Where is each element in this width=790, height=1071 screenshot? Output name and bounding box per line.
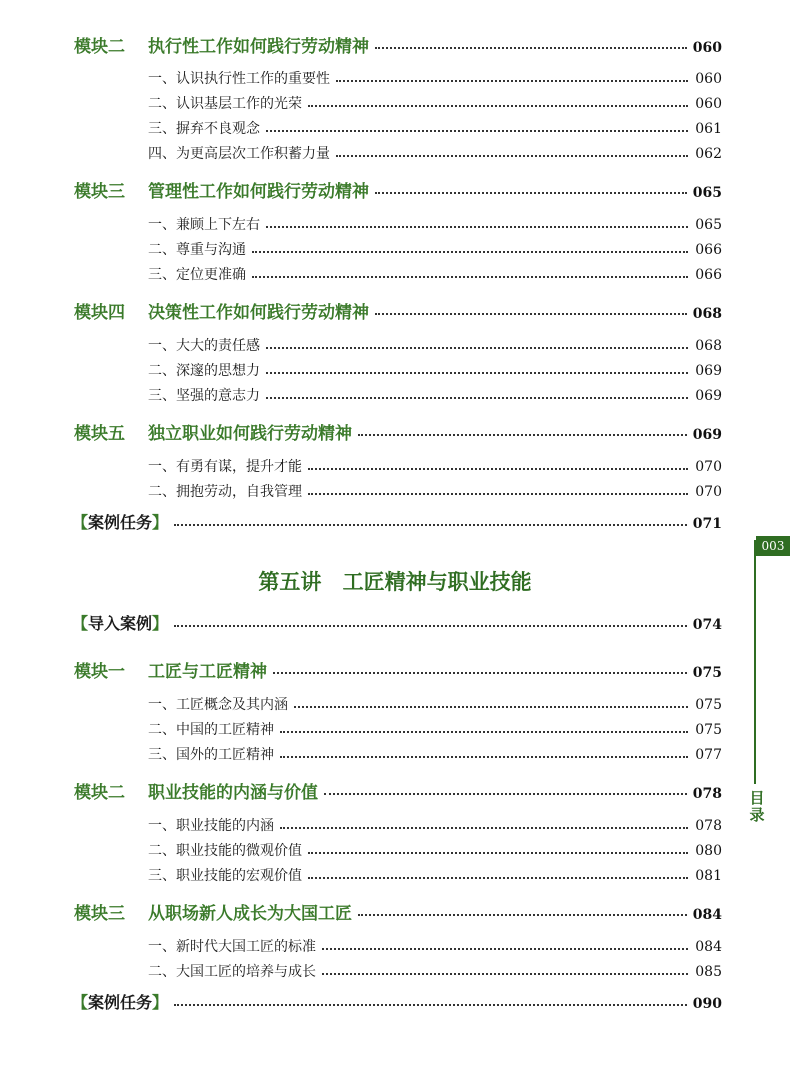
leader-dots	[280, 731, 688, 733]
leader-dots	[280, 756, 688, 758]
toc-case-task-row	[72, 510, 722, 533]
page-number: 080	[695, 843, 722, 859]
leader-dots	[174, 1004, 687, 1006]
page-number: 060	[695, 96, 722, 112]
page-number: 069	[692, 427, 722, 443]
leader-dots	[336, 80, 688, 82]
leader-dots	[375, 47, 687, 49]
page-number: 061	[695, 121, 722, 137]
toc-item-row	[148, 335, 722, 355]
page-number: 085	[695, 964, 722, 980]
side-divider-line	[754, 540, 756, 784]
module-label: 模块四	[74, 303, 125, 323]
leader-dots	[273, 672, 687, 674]
leader-dots	[375, 313, 687, 315]
page-number: 070	[695, 484, 722, 500]
module-title: 独立职业如何践行劳动精神	[148, 424, 352, 444]
item-title: 三、坚强的意志力	[148, 388, 260, 404]
module-title: 决策性工作如何践行劳动精神	[148, 303, 369, 323]
page-number: 084	[695, 939, 722, 955]
toc-module-row	[74, 778, 722, 803]
page-number-badge: 003	[756, 536, 790, 556]
page-number: 068	[692, 306, 722, 322]
toc-item-row	[148, 481, 722, 501]
item-title: 三、国外的工匠精神	[148, 747, 274, 763]
module-title: 从职场新人成长为大国工匠	[148, 904, 352, 924]
item-title: 一、大大的责任感	[148, 338, 260, 354]
item-title: 一、认识执行性工作的重要性	[148, 71, 330, 87]
module-label: 模块三	[74, 904, 125, 924]
toc-module-row	[74, 32, 722, 57]
leader-dots	[308, 852, 688, 854]
item-title: 二、拥抱劳动，自我管理	[148, 484, 302, 500]
leader-dots	[266, 347, 688, 349]
side-section-label: 目录	[749, 789, 765, 824]
item-title: 一、兼顾上下左右	[148, 217, 260, 233]
page-number: 069	[695, 363, 722, 379]
toc-module-row	[74, 298, 722, 323]
page-number: 066	[695, 267, 722, 283]
toc-item-row	[148, 961, 722, 981]
toc-item-row	[148, 456, 722, 476]
toc-item-row	[148, 68, 722, 88]
toc-module-row	[74, 657, 722, 682]
toc-item-row	[148, 815, 722, 835]
page-number: 090	[692, 996, 722, 1012]
toc-module-row	[74, 419, 722, 444]
item-title: 二、大国工匠的培养与成长	[148, 964, 316, 980]
leader-dots	[294, 706, 688, 708]
bracket-close: 】	[152, 614, 169, 633]
leader-dots	[266, 397, 688, 399]
module-title: 管理性工作如何践行劳动精神	[148, 182, 369, 202]
module-label: 模块二	[74, 37, 125, 57]
toc-intro-case-row	[72, 611, 722, 634]
page-number: 065	[692, 185, 722, 201]
page-number: 065	[695, 217, 722, 233]
page-number: 062	[695, 146, 722, 162]
leader-dots	[266, 130, 688, 132]
module-label: 模块二	[74, 783, 125, 803]
page-number: 084	[692, 907, 722, 923]
item-title: 二、深邃的思想力	[148, 363, 260, 379]
leader-dots	[266, 372, 688, 374]
toc-item-row	[148, 936, 722, 956]
page-number: 078	[695, 818, 722, 834]
leader-dots	[266, 226, 688, 228]
case-task-label: 案例任务	[88, 993, 153, 1012]
leader-dots	[375, 192, 687, 194]
module-label: 模块三	[74, 182, 125, 202]
bracket-open: 【	[72, 614, 89, 633]
item-title: 二、职业技能的微观价值	[148, 843, 302, 859]
toc-item-row	[148, 264, 722, 284]
intro-case-label: 导入案例	[88, 614, 153, 633]
page-number: 069	[695, 388, 722, 404]
module-label: 模块一	[74, 662, 125, 682]
page-number: 071	[692, 516, 722, 532]
leader-dots	[280, 827, 688, 829]
item-title: 二、尊重与沟通	[148, 242, 246, 258]
case-task-label: 案例任务	[88, 513, 153, 532]
item-title: 三、职业技能的宏观价值	[148, 868, 302, 884]
page-number: 068	[695, 338, 722, 354]
item-title: 一、有勇有谋，提升才能	[148, 459, 302, 475]
leader-dots	[252, 276, 688, 278]
item-title: 一、新时代大国工匠的标准	[148, 939, 316, 955]
leader-dots	[308, 105, 688, 107]
page-number: 078	[692, 786, 722, 802]
module-title: 工匠与工匠精神	[148, 662, 267, 682]
page-number: 075	[695, 697, 722, 713]
leader-dots	[324, 793, 687, 795]
item-title: 一、职业技能的内涵	[148, 818, 274, 834]
item-title: 三、定位更准确	[148, 267, 246, 283]
page-number: 077	[695, 747, 722, 763]
toc-item-row	[148, 694, 722, 714]
module-title: 执行性工作如何践行劳动精神	[148, 37, 369, 57]
bracket-open: 【	[72, 513, 89, 532]
page-number: 075	[692, 665, 722, 681]
leader-dots	[322, 948, 688, 950]
toc-item-row	[148, 93, 722, 113]
leader-dots	[308, 493, 688, 495]
toc-item-row	[148, 239, 722, 259]
leader-dots	[252, 251, 688, 253]
toc-module-row	[74, 177, 722, 202]
toc-item-row	[148, 214, 722, 234]
module-label: 模块五	[74, 424, 125, 444]
toc-module-row	[74, 899, 722, 924]
page-number: 081	[695, 868, 722, 884]
leader-dots	[308, 468, 688, 470]
toc-item-row	[148, 360, 722, 380]
item-title: 四、为更高层次工作积蓄力量	[148, 146, 330, 162]
toc-item-row	[148, 385, 722, 405]
item-title: 一、工匠概念及其内涵	[148, 697, 288, 713]
toc-item-row	[148, 719, 722, 739]
leader-dots	[308, 877, 688, 879]
leader-dots	[358, 434, 687, 436]
toc-case-task-row	[72, 990, 722, 1013]
item-title: 二、认识基层工作的光荣	[148, 96, 302, 112]
leader-dots	[174, 524, 687, 526]
toc-item-row	[148, 143, 722, 163]
page-number: 070	[695, 459, 722, 475]
module-title: 职业技能的内涵与价值	[148, 783, 318, 803]
toc-item-row	[148, 840, 722, 860]
page-number: 074	[692, 617, 722, 633]
toc-item-row	[148, 865, 722, 885]
page-number: 060	[692, 40, 722, 56]
page-number: 075	[695, 722, 722, 738]
leader-dots	[336, 155, 688, 157]
page-number: 060	[695, 71, 722, 87]
bracket-close: 】	[152, 513, 169, 532]
chapter-title: 第五讲 工匠精神与职业技能	[258, 570, 532, 594]
toc-item-row	[148, 744, 722, 764]
page-number: 066	[695, 242, 722, 258]
item-title: 二、中国的工匠精神	[148, 722, 274, 738]
leader-dots	[322, 973, 688, 975]
bracket-open: 【	[72, 993, 89, 1012]
toc-item-row	[148, 118, 722, 138]
leader-dots	[174, 625, 687, 627]
bracket-close: 】	[152, 993, 169, 1012]
leader-dots	[358, 914, 687, 916]
item-title: 三、摒弃不良观念	[148, 121, 260, 137]
